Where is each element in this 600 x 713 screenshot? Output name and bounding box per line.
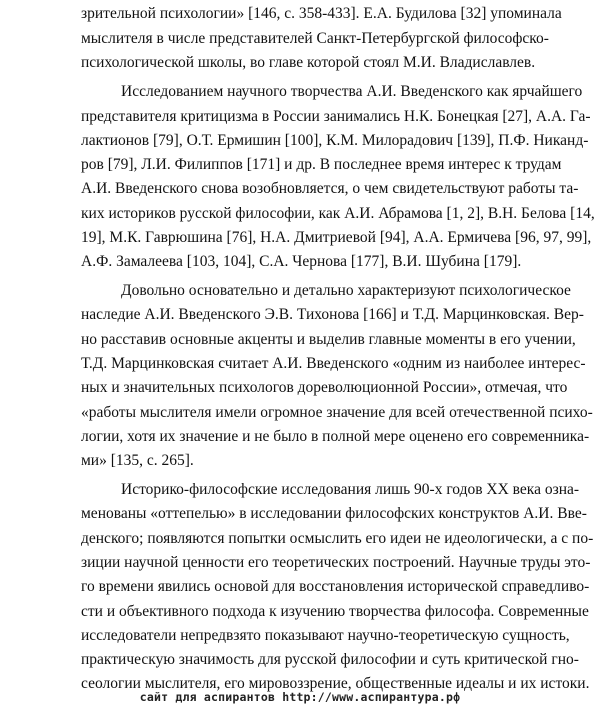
paragraph-2-line-3: лактионов [79], О.Т. Ермишин [100], К.М. Милорадович [139], П.Ф. Никанд-	[81, 132, 589, 149]
paragraph-2-line-5: А.И. Введенского снова возобновляется, о чем свидетельствуют работы та-	[81, 180, 579, 197]
paragraph-4-line-6: сти и объективного подхода к изучению творчества философа. Современные	[81, 603, 589, 620]
paragraph-1-line-2: мыслителя в числе представителей Санкт-Петербургской философско-	[81, 30, 549, 47]
paragraph-4-line-2: менованы «оттепелью» в исследовании философских конструктов А.И. Вве-	[81, 505, 587, 522]
paragraph-4-line-9: сеологии мыслителя, его мировоззрение, общественные идеалы и их истоки.	[81, 675, 590, 692]
paragraph-2-line-2: представителя критицизма в России занимались Н.К. Бонецкая [27], А.А. Га-	[81, 108, 591, 125]
paragraph-4-line-3: денского; появляются попытки осмыслить его идеи не идеологически, а с по-	[81, 530, 594, 547]
paragraph-3-line-5: ных и значительных психологов дореволюционной России», отмечая, что	[81, 379, 568, 396]
paragraph-3-line-8: ми» [135, с. 265].	[81, 452, 194, 469]
paragraph-2-line-6: ких историков русской философии, как А.И. Абрамова [1, 2], В.Н. Белова [14,	[81, 205, 595, 222]
paragraph-4-line-1: Историко-философские исследования лишь 90-х годов XX века озна-	[121, 481, 580, 498]
paragraph-1-line-3: психологической школы, во главе которой стоял М.И. Владиславлев.	[81, 54, 536, 71]
paragraph-2-line-1: Исследованием научного творчества А.И. Введенского как ярчайшего	[121, 83, 583, 100]
paragraph-3-line-7: логии, хотя их значение и не было в полной мере оценено его современника-	[81, 428, 590, 445]
paragraph-4-line-5: го времени явились основой для восстановления исторической справедливо-	[81, 578, 590, 595]
paragraph-4-line-8: практическую значимость для русской философии и суть критической гно-	[81, 651, 579, 668]
paragraph-1-line-1: зрительной психологии» [146, с. 358-433]. Е.А. Будилова [32] упоминала	[81, 5, 562, 22]
paragraph-3-line-6: «работы мыслителя имели огромное значение для всей отечественной психо-	[81, 404, 593, 421]
paragraph-4-line-7: исследователи непредвзято показывают научно-теоретическую сущность,	[81, 627, 570, 644]
paragraph-2-line-7: 19], М.К. Гаврюшина [76], Н.А. Дмитриевой [94], А.А. Ермичева [96, 97, 99],	[81, 229, 592, 246]
paragraph-3-line-3: но расставив основные акценты и выделив главные моменты в его учении,	[81, 331, 576, 348]
paragraph-4-line-4: зиции научной ценности его теоретических построений. Научные труды это-	[81, 554, 591, 571]
paragraph-3-line-1: Довольно основательно и детально характеризуют психологическое	[121, 282, 571, 299]
paragraph-2-line-4: ров [79], Л.И. Филиппов [171] и др. В последнее время интерес к трудам	[81, 156, 562, 173]
footer-watermark: сайт для аспирантов http://www.аспирантура.рф	[139, 690, 461, 704]
paragraph-3-line-2: наследие А.И. Введенского Э.В. Тихонова [166] и Т.Д. Марцинковская. Вер-	[81, 306, 584, 323]
paragraph-2-line-8: А.Ф. Замалеева [103, 104], С.А. Чернова [177], В.И. Шубина [179].	[81, 253, 522, 270]
paragraph-3-line-4: Т.Д. Марцинковская считает А.И. Введенского «одним из наиболее интерес-	[81, 355, 586, 372]
